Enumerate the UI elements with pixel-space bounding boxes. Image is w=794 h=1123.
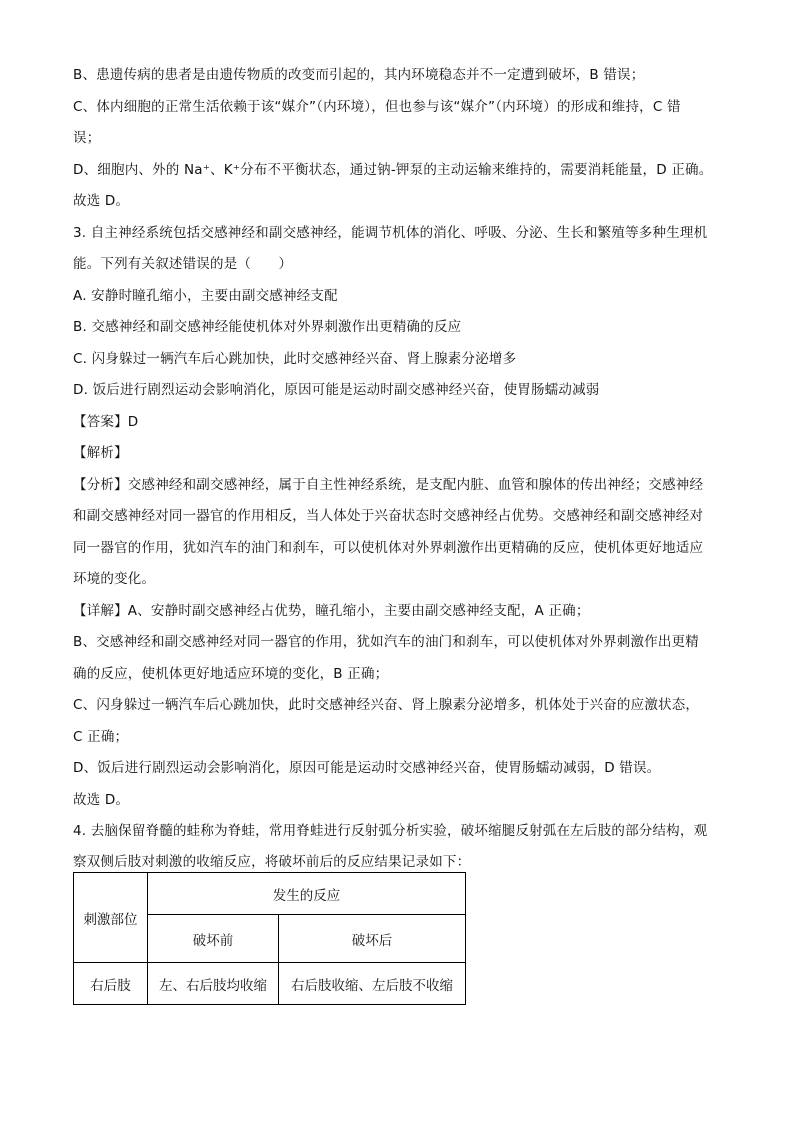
option-c: C. 闪身躲过一辆汽车后心跳加快，此时交感神经兴奋、肾上腺素分泌增多: [73, 351, 517, 367]
paragraph-line: 故选 D。: [73, 193, 130, 209]
paragraph-line: 误；: [73, 130, 101, 146]
question-3-stem: 3. 自主神经系统包括交感神经和副交感神经，能调节机体的消化、呼吸、分泌、生长和繁殖等多种生理机: [73, 225, 708, 241]
reaction-table: [73, 872, 466, 1005]
answer-label: 【答案】D: [73, 414, 139, 430]
paragraph-line: B、交感神经和副交感神经对同一器官的作用，犹如汽车的油门和刹车，可以使机体对外界刺激作出更精: [73, 634, 699, 650]
paragraph-line: 和副交感神经对同一器官的作用相反，当人体处于兴奋状态时交感神经占优势。交感神经和副交感神经对: [73, 508, 704, 524]
paragraph-line: 同一器官的作用，犹如汽车的油门和刹车，可以使机体对外界刺激作出更精确的反应，使机体更好地适应: [73, 540, 704, 556]
question-4-stem: 4. 去脑保留脊髓的蛙称为脊蛙，常用脊蛙进行反射弧分析实验，破坏缩腿反射弧在左后肢的部分结构，观: [73, 823, 708, 839]
table-header-reaction: 发生的反应: [148, 873, 466, 915]
analysis-label: 【解析】: [73, 445, 128, 461]
paragraph-line: D、细胞内、外的 Na⁺、K⁺分布不平衡状态，通过钠-钾泵的主动运输来维持的，需要消耗能量，D 正确。: [73, 162, 713, 178]
paragraph-line: 故选 D。: [73, 792, 130, 808]
table-cell: 右后肢收缩、左后肢不收缩: [279, 963, 466, 1005]
paragraph-line: B、患遗传病的患者是由遗传物质的改变而引起的，其内环境稳态并不一定遭到破坏，B 错误；: [73, 67, 645, 83]
option-b: B. 交感神经和副交感神经能使机体对外界刺激作出更精确的反应: [73, 319, 462, 335]
question-3-stem: 能。下列有关叙述错误的是（ ）: [73, 256, 293, 272]
table-cell: 右后肢: [74, 963, 148, 1005]
question-4-stem: 察双侧后肢对刺激的收缩反应，将破坏前后的反应结果记录如下：: [73, 854, 471, 870]
option-a: A. 安静时瞳孔缩小，主要由副交感神经支配: [73, 288, 338, 304]
paragraph-line: 【详解】A、安静时副交感神经占优势，瞳孔缩小，主要由副交感神经支配，A 正确；: [73, 603, 590, 619]
table-cell: 左、右后肢均收缩: [148, 963, 279, 1005]
paragraph-line: D、饭后进行剧烈运动会影响消化，原因可能是运动时交感神经兴奋，使胃肠蠕动减弱，D 错误。: [73, 760, 661, 776]
paragraph-line: 环境的变化。: [73, 571, 156, 587]
paragraph-line: 【分析】交感神经和副交感神经，属于自主性神经系统，是支配内脏、血管和腺体的传出神经；交感神经: [73, 477, 704, 493]
table-header-before: 破坏前: [148, 915, 279, 963]
option-d: D. 饭后进行剧烈运动会影响消化，原因可能是运动时副交感神经兴奋，使胃肠蠕动减弱: [73, 382, 600, 398]
table-header-after: 破坏后: [279, 915, 466, 963]
table-row: [74, 963, 466, 1005]
paragraph-line: C 正确；: [73, 729, 129, 745]
paragraph-line: 确的反应，使机体更好地适应环境的变化，B 正确；: [73, 666, 389, 682]
paragraph-line: C、闪身躲过一辆汽车后心跳加快，此时交感神经兴奋、肾上腺素分泌增多，机体处于兴奋的应激状态，: [73, 697, 700, 713]
paragraph-line: C、体内细胞的正常生活依赖于该“媒介”（内环境），但也参与该“媒介”（内环境）的形成和维持，C 错: [73, 99, 681, 115]
table-header-stimulus: 刺激部位: [74, 873, 148, 963]
